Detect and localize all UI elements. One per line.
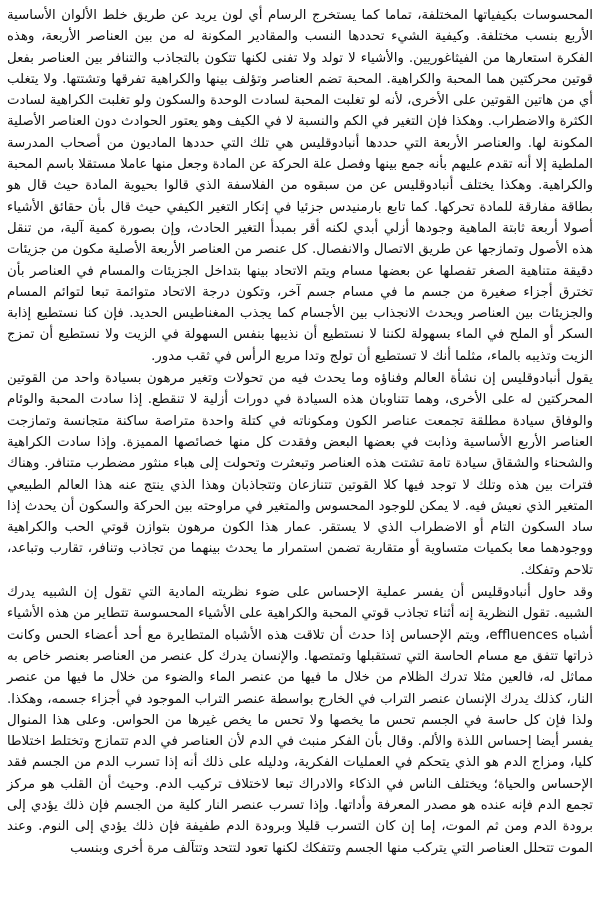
paragraph-1-text: المحسوسات بكيفياتها المختلفة، تماما كما يستخرج الرسام أي لون يريد عن طريق خلط الألوان الأساسية الأربع بنسب مختلفة. وكيفية الشيء تحددها النسب والمقادير المكونة له من بين العناصر الأربعة، وهذه الفكرة استعارها من الفيثاغوريين. والأشياء لا تولد ولا تفنى لكنها تتكون بالتجاذب والتنافر بين العناصر بفعل قوتين محركتين هما المحبة والكراهية. المحبة تضم العناصر وتؤلف بينها والكراهية تفرقها وتشتتها. ولا يتغلب أي من هاتين القوتين على الأخرى، لأنه لو تغلبت المحبة لسادت الوحدة والسكون ولو تغلبت الكراهية لسادت الكثرة والاضطراب. وهكذا فإن التغير في الكم والنسبة لا في الكيف وهو يعتور الحوادث دون العناصر الأصلية المكونة لها. والعناصر الأربعة التي حددها أنبادوقليس هي تلك التي حددها الماديون من أصحاب المدرسة الملطية إلا أنه تقدم عليهم بأنه جمع بينها وفصل علة الحركة عن المادة وجعل منها عاملا مستقلا باسم المحبة والكراهية. وهكذا يختلف أنبادوقليس عن من سبقوه من الفلاسفة الذي قالوا بحيوية المادة حيث قال هو بطاقة مفارقة للمادة تحركها. كما تابع بارمنيدس جزئيا في إنكار التغير الكيفي حيث قال بأن حقائق الأشياء أصولا أربعة ثابتة الماهية وجودها أزلي أبدي لكنه أقر بمبدأ التغير الحادث، وإن بصورة كمية آلية، من تنقل هذه الأصول وتمازجها عن طريق الاتصال والانفصال. كل عنصر من العناصر الأربعة الأصلية مكون من جزيئات دقيقة متناهية الصغر تفصلها عن بعضها مسام ويتم الاتحاد بينها بتداخل الجزيئات والمسام في العناصر بأن تخترق أجزاء صغيرة من جسم ما في مسام جسم آخر، وتكون درجة الاتحاد متوائمة تبعا لتوائم المسام والجزيئات بين العناصر ويحدث الانجذاب بين الأجسام كما يجذب المغناطيس الحديد. فإن كنا نستطيع إذابة السكر أو الملح في الماء بسهولة لكننا لا نستطيع أن نذيبها بنفس السهولة في الزيت ولا نستطيع أن تمزج الزيت وتذيبه بالماء، مثلما أنك لا تستطيع أن تولج وتدا مربع الرأس في ثقب مدور. bbox=[7, 8, 593, 364]
paragraph-perception-theory bbox=[7, 582, 593, 859]
latin-term-effluences: effluences bbox=[489, 627, 558, 643]
paragraph-3-text-before: وقد حاول أنبادوقليس أن يفسر عملية الإحساس على ضوء نظريته المادية التي تقول إن الشبيه يدرك الشبيه. تقول النظرية إنه أثناء تجاذب قوتي المحبة والكراهية على الأشياء المحسوسة تتطاير من هذه الأشياء أشباه bbox=[7, 585, 594, 643]
paragraph-3-text-after: ، ويتم الإحساس إذا حدث أن تلاقت هذه الأشباه المتطايرة مع أحد أعضاء الحس وكانت ذراتها تتفق مع مسام الحاسة التي تستقبلها وتمتصها. والإنسان يدرك كل عنصر من العناصر بعنصر خاص به مماثل له، فالعين مثلا تدرك الظلام من خلال ما فيها من عنصر الماء والضوء من خلال ما فيها من عنصر النار، كذلك يدرك الإنسان عنصر التراب في الخارج بواسطة عنصر التراب الموجود في أجزاء جسمه، وهكذا. ولذا فإن كل حاسة في الجسم تحس ما يخصها ولا تحس ما يخص غيرها من الحواس. وعلى هذا المنوال يفسر أيضا إحساس اللذة والألم. وقال بأن الفكر منبث في الدم لأن العناصر في الدم تتمازج وتختلط اختلاطا كليا، ومزاج الدم هو الذي يتحكم في العمليات الفكرية، ودليله على ذلك أنه إذا تسرب الدم من الجسم فقد الإحساس والحياة؛ ويختلف الناس في الذكاء والادراك تبعا لاختلاف تركيب الدم. وحيث أن القلب هو مركز تجمع الدم فإنه عنده هو مصدر المعرفة وأداتها. وإذا تسرب عنصر النار كلية من الجسم فإن ذلك يؤدي إلى برودة الدم ومن ثم الموت، إما إن كان التسرب قليلا وبرودة الدم طفيفة فإن ذلك يؤدي إلى النوم. وعند الموت تتحلل العناصر التي يتركب منها الجسم وتتفكك لكنها تعود لتتحد وتتآلف مرة أخرى وبنسب bbox=[7, 627, 593, 856]
paragraph-love-strife-cycles bbox=[7, 368, 593, 581]
paragraph-elements-theory bbox=[7, 5, 593, 367]
paragraph-2-text: يقول أنبادوقليس إن نشأة العالم وفناؤه وما يحدث فيه من تحولات وتغير مرهون بسيادة واحد من القوتين المحركتين له على الأخرى، وهما تتناوبان هذه السيادة في دورات أزلية لا تنقطع. إذا سادت المحبة والوئام والوفاق سيادة مطلقة تجمعت عناصر الكون ومكوناته في كتلة واحدة متراصة ساكنة متجانسة وتمازجت العناصر الأربع الأساسية وذابت في بعضها البعض وفقدت كل منها خصائصها المميزة. وإذا سادت الكراهية والشحناء والشقاق سيادة تامة تشتت هذه العناصر وتبعثرت وتحولت إلى هباء منثور مضطرب متنافر. وهناك فترات بين هذه وتلك لا توجد فيها كلا القوتين تتنازعان وتتجاذبان وهذا الذي ينتج عنه هذا العالم الطبيعي المتغير الذي نعيش فيه. لا يمكن للوجود المحسوس والمتغير في مراوحته بين الحركة والسكون أن يحدث إذا ساد السكون التام أو الاضطراب الذي لا يستقر. عمار هذا الكون مرهون بتوازن قوتي الحب والكراهية ووجودهما معا بكميات متساوية أو متقاربة تضمن استمرار ما يحدث بينهما من تجاذب وتنافر، تقارب وتباعد، تلاحم وتفكك. bbox=[7, 371, 593, 578]
